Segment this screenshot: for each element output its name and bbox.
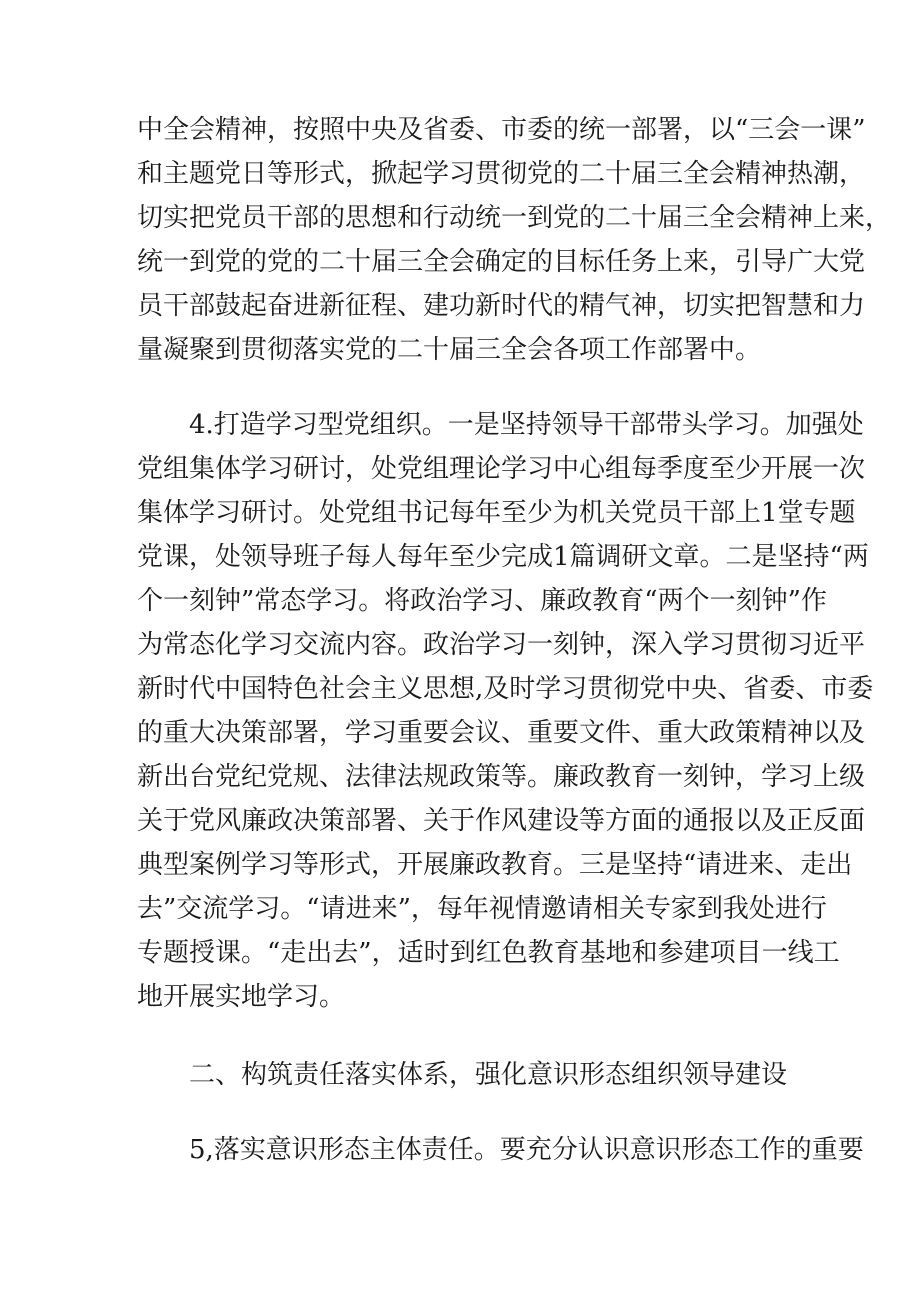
text-line: 地开展实地学习。: [137, 982, 346, 1012]
heading-line: 二、构筑责任落实体系，强化意识形态组织领导建设: [189, 1060, 788, 1090]
text-line: 专题授课。“走出去”，适时到红色教育基地和参建项目一线工: [137, 938, 840, 968]
section-heading: [137, 1053, 797, 1097]
text-line: 4.打造学习型党组织。一是坚持领导干部带头学习。加强处: [189, 410, 864, 440]
text-line: 5,落实意识形态主体责任。要充分认识意识形态工作的重要: [189, 1135, 864, 1165]
text-line: 党组集体学习研讨，处党组理论学习中心组每季度至少开展一次: [137, 454, 866, 484]
text-line: 新时代中国特色社会主义思想,及时学习贯彻党中央、省委、市委: [137, 674, 874, 704]
text-line: 统一到党的党的二十届三全会确定的目标任务上来，引导广大党: [137, 247, 866, 277]
paragraph-continuation: [137, 108, 892, 372]
text-line: 党课，处领导班子每人每年至少完成1篇调研文章。二是坚持“两: [137, 542, 869, 572]
text-line: 关于党风廉政决策部署、关于作风建设等方面的通报以及正反面: [137, 806, 866, 836]
text-line: 个一刻钟”常态学习。将政治学习、廉政教育“两个一刻钟”作: [137, 586, 827, 616]
text-line: 去”交流学习。“请进来”，每年视情邀请相关专家到我处进行: [137, 894, 827, 924]
text-line: 典型案例学习等形式，开展廉政教育。三是坚持“请进来、走出: [137, 850, 853, 880]
text-line: 新出台党纪党规、法律法规政策等。廉政教育一刻钟，学习上级: [137, 762, 866, 792]
paragraph-ideology-responsibility: [137, 1128, 864, 1172]
text-line: 集体学习研讨。处党组书记每年至少为机关党员干部上1堂专题: [137, 498, 856, 528]
text-line: 和主题党日等形式，掀起学习贯彻党的二十届三全会精神热潮，: [137, 159, 866, 189]
text-line: 切实把党员干部的思想和行动统一到党的二十届三全会精神上来，: [137, 203, 892, 233]
text-line: 中全会精神，按照中央及省委、市委的统一部署，以“三会一课”: [137, 115, 866, 145]
text-line: 员干部鼓起奋进新征程、建功新时代的精气神，切实把智慧和力: [137, 291, 866, 321]
paragraph-learning-organization: [137, 403, 874, 1019]
text-line: 的重大决策部署，学习重要会议、重要文件、重大政策精神以及: [137, 718, 866, 748]
text-line: 为常态化学习交流内容。政治学习一刻钟，深入学习贯彻习近平: [137, 630, 866, 660]
text-line: 量凝聚到贯彻落实党的二十届三全会各项工作部署中。: [137, 335, 762, 365]
